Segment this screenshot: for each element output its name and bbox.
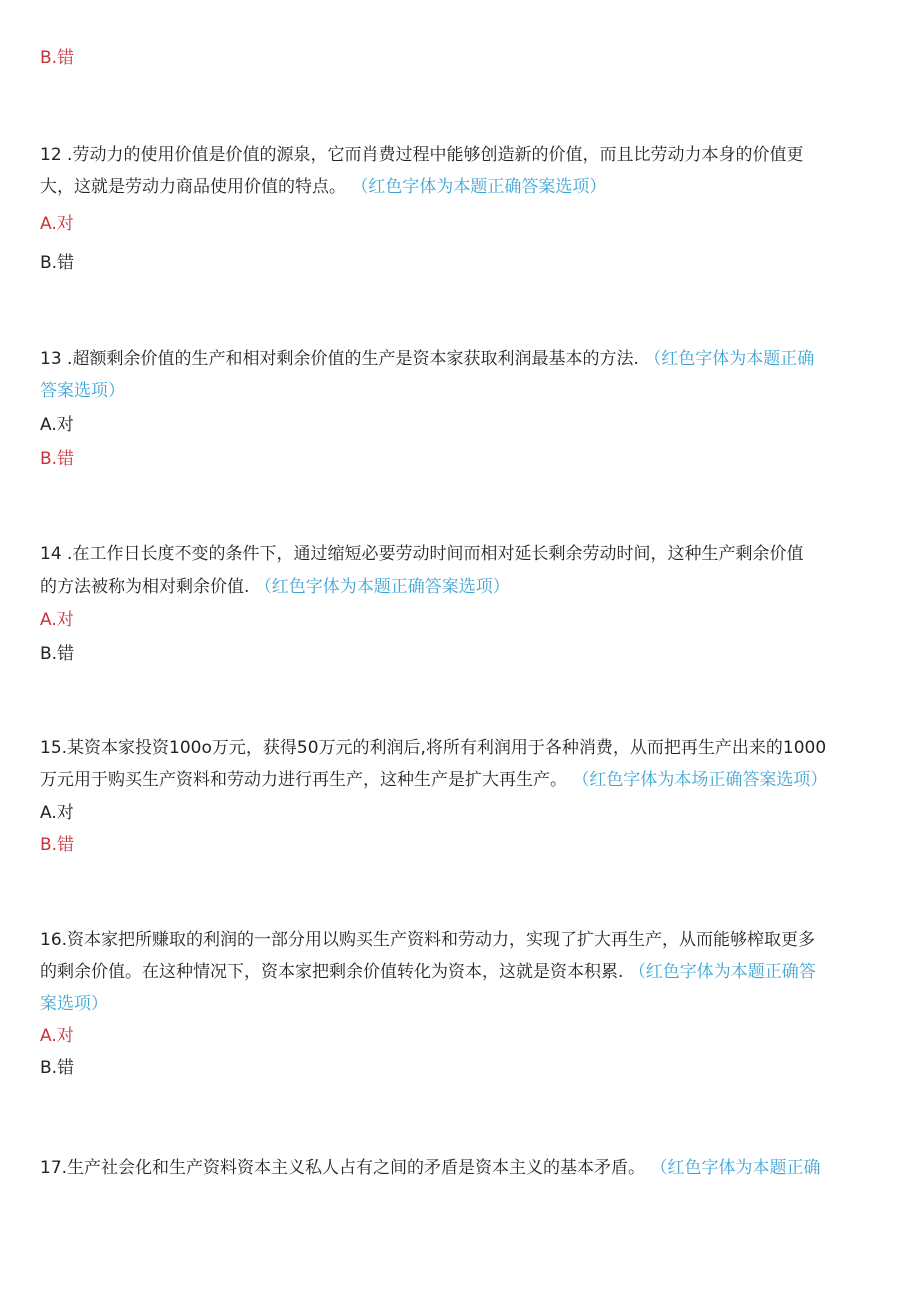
question-16-option-b: B.错 (40, 1058, 75, 1078)
question-16-option-a: A.对 (40, 1026, 74, 1046)
question-12-text: 大，这就是劳动力商品使用价值的特点。 (40, 177, 346, 197)
question-15-hint: （红色字体为本场正确答案选项） (572, 770, 828, 790)
question-15-option-a: A.对 (40, 803, 74, 823)
question-13-hint-part2: 答案选项） (40, 381, 125, 401)
question-17-text-line1 (40, 1156, 820, 1180)
question-13-hint-part1: （红色字体为本题正确 (644, 349, 815, 369)
question-15-option-b: B.错 (40, 835, 75, 855)
prev-question-option-b: B.错 (40, 48, 75, 68)
question-16-hint-part2: 案选项） (40, 994, 108, 1014)
question-17-hint: （红色字体为本题正确 (650, 1158, 821, 1178)
question-13-text-line1 (40, 347, 814, 371)
question-12-text-line2 (40, 175, 606, 199)
question-13-text: 13 .超额剩余价值的生产和相对剩余价值的生产是资本家获取利润最基本的方法. (40, 349, 639, 369)
question-13-option-b: B.错 (40, 449, 75, 469)
question-14-option-a: A.对 (40, 610, 74, 630)
question-16-hint-part1: （红色字体为本题正确答 (628, 962, 816, 982)
question-13-option-a: A.对 (40, 415, 74, 435)
question-16-text: 的剩余价值。在这种情况下，资本家把剩余价值转化为资本，这就是资本积累. (40, 962, 624, 982)
question-15-text: 万元用于购买生产资料和劳动力进行再生产，这种生产是扩大再生产。 (40, 770, 567, 790)
question-16-text-line1: 16.资本家把所赚取的利润的一部分用以购买生产资料和劳动力，实现了扩大再生产，从而能够榨取更多 (40, 930, 816, 950)
question-14-text: 的方法被称为相对剩余价值. (40, 577, 250, 597)
question-12-option-a: A.对 (40, 214, 74, 234)
question-14-text-line2 (40, 575, 510, 599)
question-17-text: 17.生产社会化和生产资料资本主义私人占有之间的矛盾是资本主义的基本矛盾。 (40, 1158, 646, 1178)
question-15-text-line2 (40, 768, 827, 792)
question-12-text-line1: 12 .劳动力的使用价值是价值的源泉，它而肖费过程中能够创造新的价值，而且比劳动力本身的价值更 (40, 145, 804, 165)
question-12-hint: （红色字体为本题正确答案选项） (351, 177, 607, 197)
question-14-hint: （红色字体为本题正确答案选项） (254, 577, 510, 597)
question-12-option-b: B.错 (40, 253, 75, 273)
question-14-text-line1: 14 .在工作日长度不变的条件下，通过缩短必要劳动时间而相对延长剩余劳动时间，这种生产剩余价值 (40, 544, 804, 564)
question-15-text-line1: 15.某资本家投资100o万元，获得50万元的利润后,将所有利润用于各种消费，从而把再生产出来的1000 (40, 738, 827, 758)
question-14-option-b: B.错 (40, 644, 75, 664)
question-16-text-line2 (40, 960, 816, 984)
